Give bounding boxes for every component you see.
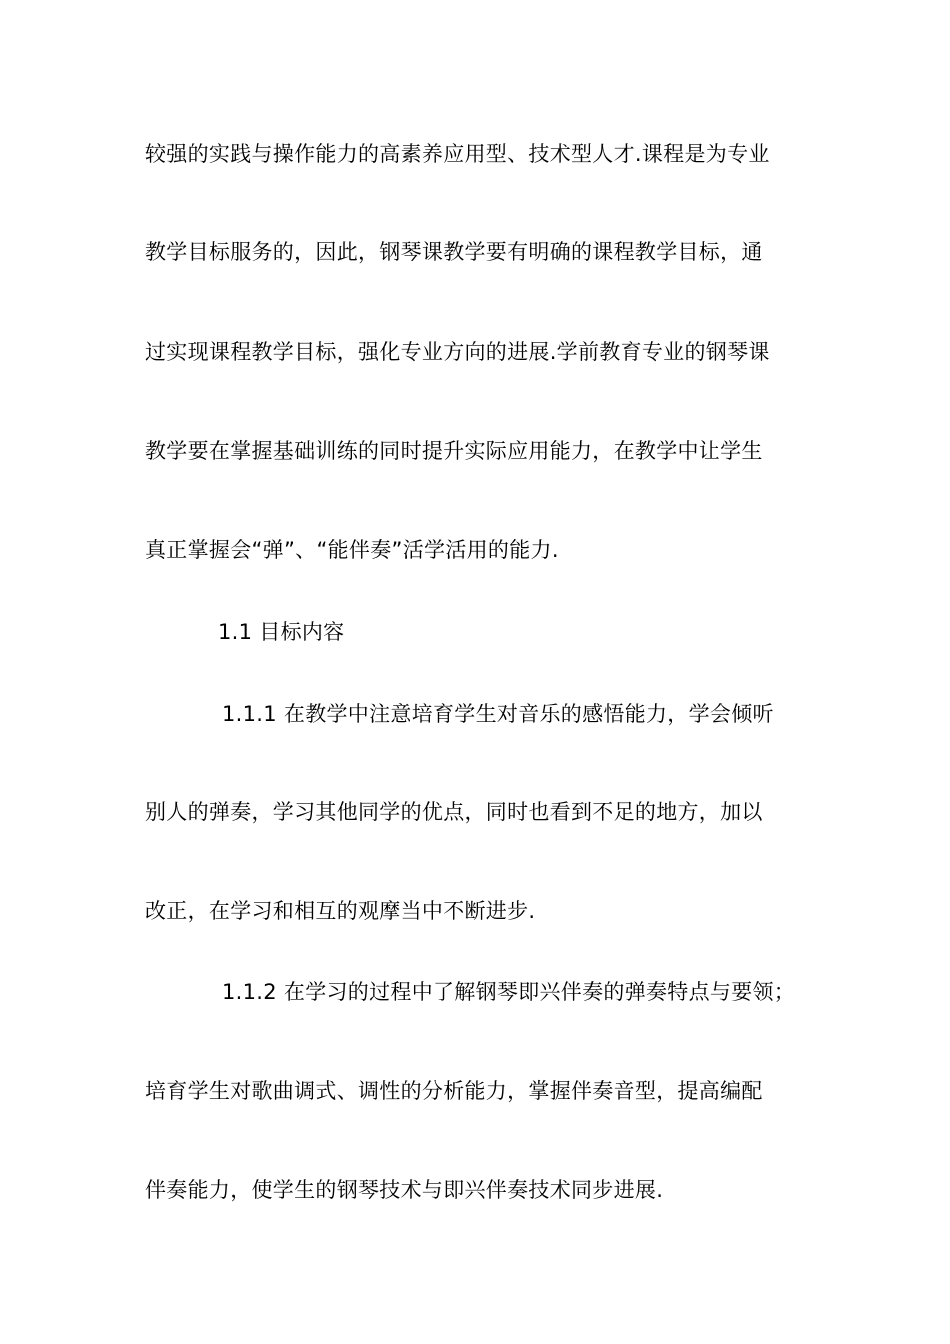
paragraph-line: 伴奏能力，使学生的钢琴技术与即兴伴奏技术同步进展. — [145, 1178, 664, 1202]
section-heading: 1.1 目标内容 — [218, 620, 345, 644]
paragraph-line: 培育学生对歌曲调式、调性的分析能力，掌握伴奏音型，提高编配 — [145, 1079, 763, 1103]
paragraph-line: 改正，在学习和相互的观摩当中不断进步. — [145, 899, 536, 923]
subsection-line: 1.1.2 在学习的过程中了解钢琴即兴伴奏的弹奏特点与要领； — [222, 980, 796, 1004]
paragraph-line: 别人的弹奏，学习其他同学的优点，同时也看到不足的地方，加以 — [145, 800, 763, 824]
paragraph-line: 较强的实践与操作能力的高素养应用型、技术型人才.课程是为专业 — [145, 142, 770, 166]
paragraph-line: 教学目标服务的，因此，钢琴课教学要有明确的课程教学目标，通 — [145, 240, 763, 264]
paragraph-line: 教学要在掌握基础训练的同时提升实际应用能力，在教学中让学生 — [145, 439, 763, 463]
paragraph-line: 过实现课程教学目标，强化专业方向的进展.学前教育专业的钢琴课 — [145, 340, 770, 364]
paragraph-line: 真正掌握会“弹”、“能伴奏”活学活用的能力. — [145, 538, 559, 562]
subsection-line: 1.1.1 在教学中注意培育学生对音乐的感悟能力，学会倾听 — [222, 702, 774, 726]
